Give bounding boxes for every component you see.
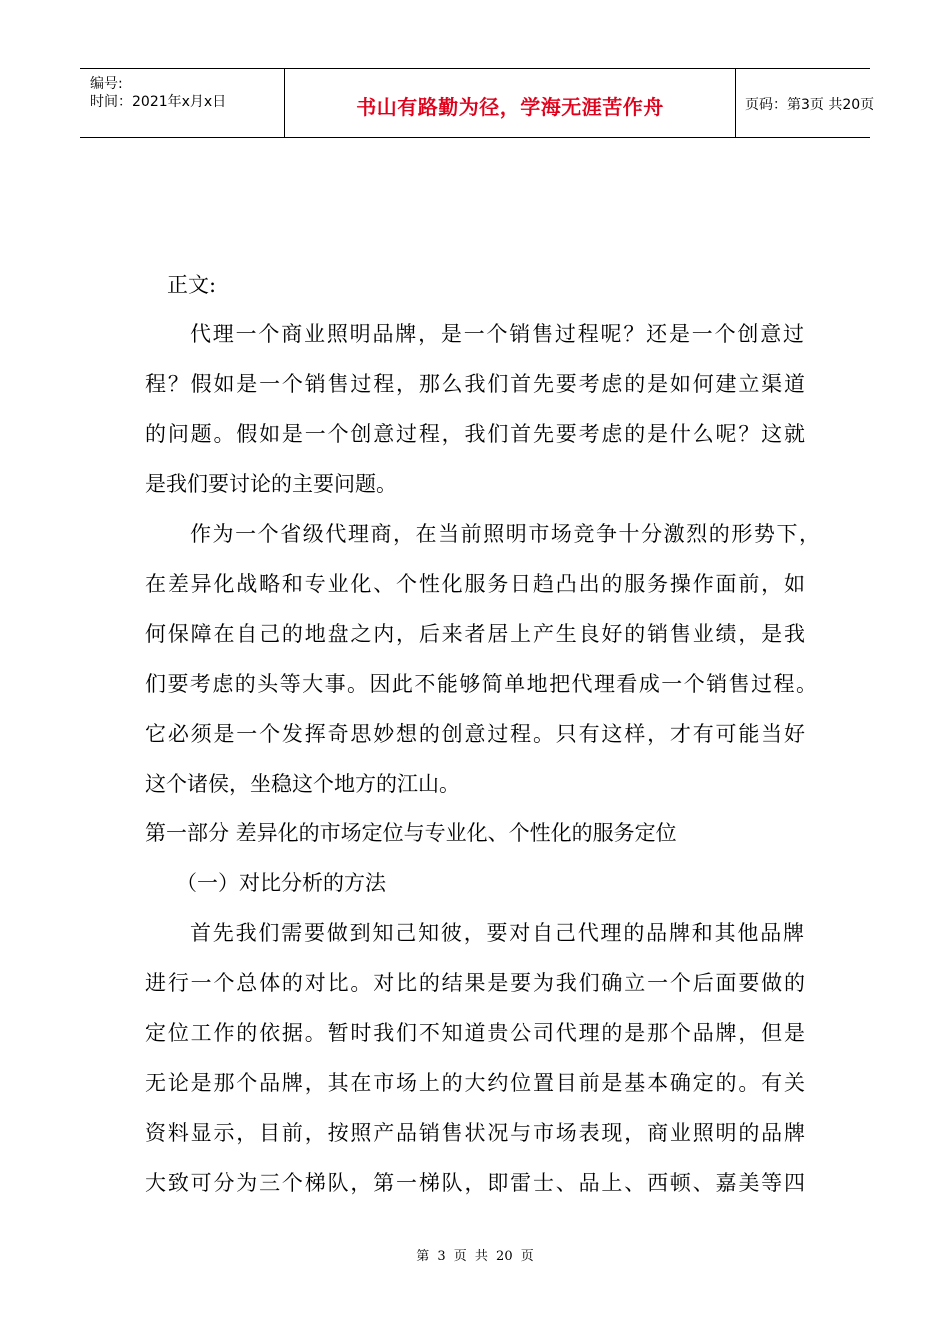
paragraph-line: 代理一个商业照明品牌，是一个销售过程呢？还是一个创意过 bbox=[190, 322, 804, 346]
subsection-heading: （一）对比分析的方法 bbox=[176, 871, 386, 895]
header-page-cell bbox=[735, 69, 875, 137]
paragraph-line: 们要考虑的头等大事。因此不能够简单地把代理看成一个销售过程。 bbox=[145, 672, 817, 696]
paragraph-line: 是我们要讨论的主要问题。 bbox=[145, 472, 397, 496]
paragraph-line: 在差异化战略和专业化、个性化服务日趋凸出的服务操作面前，如 bbox=[145, 572, 805, 596]
section-heading: 第一部分 差异化的市场定位与专业化、个性化的服务定位 bbox=[145, 821, 677, 845]
paragraph-line: 的问题。假如是一个创意过程，我们首先要考虑的是什么呢？这就 bbox=[145, 422, 805, 446]
paragraph-line: 作为一个省级代理商，在当前照明市场竞争十分激烈的形势下， bbox=[190, 522, 820, 546]
paragraph-line: 它必须是一个发挥奇思妙想的创意过程。只有这样，才有可能当好 bbox=[145, 722, 805, 746]
paragraph-line: 这个诸侯，坐稳这个地方的江山。 bbox=[145, 772, 460, 796]
header-meta-cell bbox=[80, 69, 284, 137]
header-motto: 书山有路勤为径，学海无涯苦作舟 bbox=[356, 95, 664, 119]
paragraph-line: 定位工作的依据。暂时我们不知道贵公司代理的是那个品牌，但是 bbox=[145, 1021, 805, 1045]
document-number-label: 编号: bbox=[90, 76, 123, 92]
paragraph-line: 程？假如是一个销售过程，那么我们首先要考虑的是如何建立渠道 bbox=[145, 372, 805, 396]
paragraph-line: 大致可分为三个梯队，第一梯队，即雷士、品上、西顿、嘉美等四 bbox=[145, 1171, 805, 1195]
paragraph-line: 无论是那个品牌，其在市场上的大约位置目前是基本确定的。有关 bbox=[145, 1071, 805, 1095]
document-time-label: 时间：2021年x月x日 bbox=[90, 94, 227, 110]
body-heading: 正文: bbox=[167, 273, 217, 297]
header-page-info: 页码：第3页 共20页 bbox=[745, 97, 875, 113]
paragraph-line: 进行一个总体的对比。对比的结果是要为我们确立一个后面要做的 bbox=[145, 971, 805, 995]
paragraph-line: 资料显示，目前，按照产品销售状况与市场表现，商业照明的品牌 bbox=[145, 1121, 805, 1145]
paragraph-line: 首先我们需要做到知己知彼，要对自己代理的品牌和其他品牌 bbox=[190, 921, 804, 945]
page-footer: 第 3 页 共 20 页 bbox=[416, 1249, 534, 1264]
page-header bbox=[80, 68, 875, 138]
header-motto-cell bbox=[284, 69, 736, 137]
paragraph-line: 何保障在自己的地盘之内，后来者居上产生良好的销售业绩，是我 bbox=[145, 622, 805, 646]
